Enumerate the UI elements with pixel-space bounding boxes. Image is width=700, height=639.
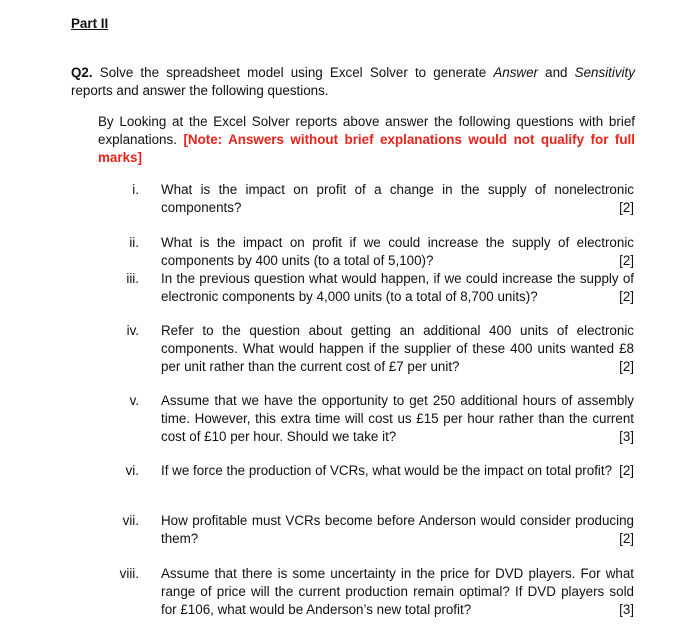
instructions-paragraph bbox=[98, 113, 635, 167]
question-number: viii. bbox=[119, 566, 139, 581]
question-body bbox=[161, 392, 634, 446]
question-number: vii. bbox=[122, 513, 139, 528]
question-number: vi. bbox=[125, 463, 139, 478]
question-body bbox=[161, 322, 634, 376]
question-body bbox=[161, 181, 634, 217]
question-text: Assume that there is some uncertainty in the price for DVD players. For what range of price will the current production remain optimal? If DVD players sold for £106, what would be Anderson’s new total profit? bbox=[161, 566, 634, 617]
answer-report-word: Answer bbox=[493, 65, 538, 80]
part-title: Part II bbox=[71, 16, 109, 31]
question-marks: [2] bbox=[619, 200, 634, 215]
question-2-text-b: reports and answer the following questions. bbox=[71, 83, 329, 98]
question-marks: [2] bbox=[619, 531, 634, 546]
question-number: iii. bbox=[126, 271, 139, 286]
question-marks: [3] bbox=[619, 602, 634, 617]
instructions-text: By Looking at the Excel Solver reports above answer the following questions with brief explanations. bbox=[98, 114, 635, 147]
question-text: If we force the production of VCRs, what would be the impact on total profit? bbox=[161, 463, 613, 478]
and-word: and bbox=[545, 65, 568, 80]
question-body bbox=[161, 270, 634, 306]
question-text: What is the impact on profit of a change in the supply of nonelectronic components? bbox=[161, 182, 634, 215]
question-body bbox=[161, 565, 634, 619]
question-body bbox=[161, 234, 634, 270]
instructions-note: [Note: Answers without brief explanations would not qualify for full marks] bbox=[98, 132, 635, 165]
question-text: Refer to the question about getting an additional 400 units of electronic components. What would happen if the supplier of these 400 units wanted £8 per unit rather than the current cost of £7 per unit? bbox=[161, 323, 634, 374]
question-text: In the previous question what would happen, if we could increase the supply of electronic components by 4,000 units (to a total of 8,700 units)? bbox=[161, 271, 634, 304]
question-text: Assume that we have the opportunity to get 250 additional hours of assembly time. However, this extra time will cost us £15 per hour rather than the current cost of £10 per hour. Should we take it? bbox=[161, 393, 634, 444]
question-marks: [3] bbox=[619, 429, 634, 444]
question-number: i. bbox=[132, 182, 139, 197]
question-2 bbox=[71, 64, 635, 100]
question-marks: [2] bbox=[619, 289, 634, 304]
question-2-text-a: Solve the spreadsheet model using Excel Solver to generate bbox=[99, 65, 487, 80]
question-marks: [2] bbox=[619, 253, 634, 268]
question-marks: [2] bbox=[619, 463, 634, 478]
question-text: How profitable must VCRs become before Anderson would consider producing them? bbox=[161, 513, 634, 546]
question-body bbox=[161, 512, 634, 548]
question-number: v. bbox=[129, 393, 139, 408]
question-text: What is the impact on profit if we could increase the supply of electronic components by 400 units (to a total of 5,100)? bbox=[161, 235, 634, 268]
question-body bbox=[161, 462, 634, 480]
question-number: iv. bbox=[126, 323, 139, 338]
question-number: ii. bbox=[129, 235, 139, 250]
question-marks: [2] bbox=[619, 359, 634, 374]
question-2-label: Q2. bbox=[71, 65, 93, 80]
sensitivity-report-word: Sensitivity bbox=[574, 65, 635, 80]
